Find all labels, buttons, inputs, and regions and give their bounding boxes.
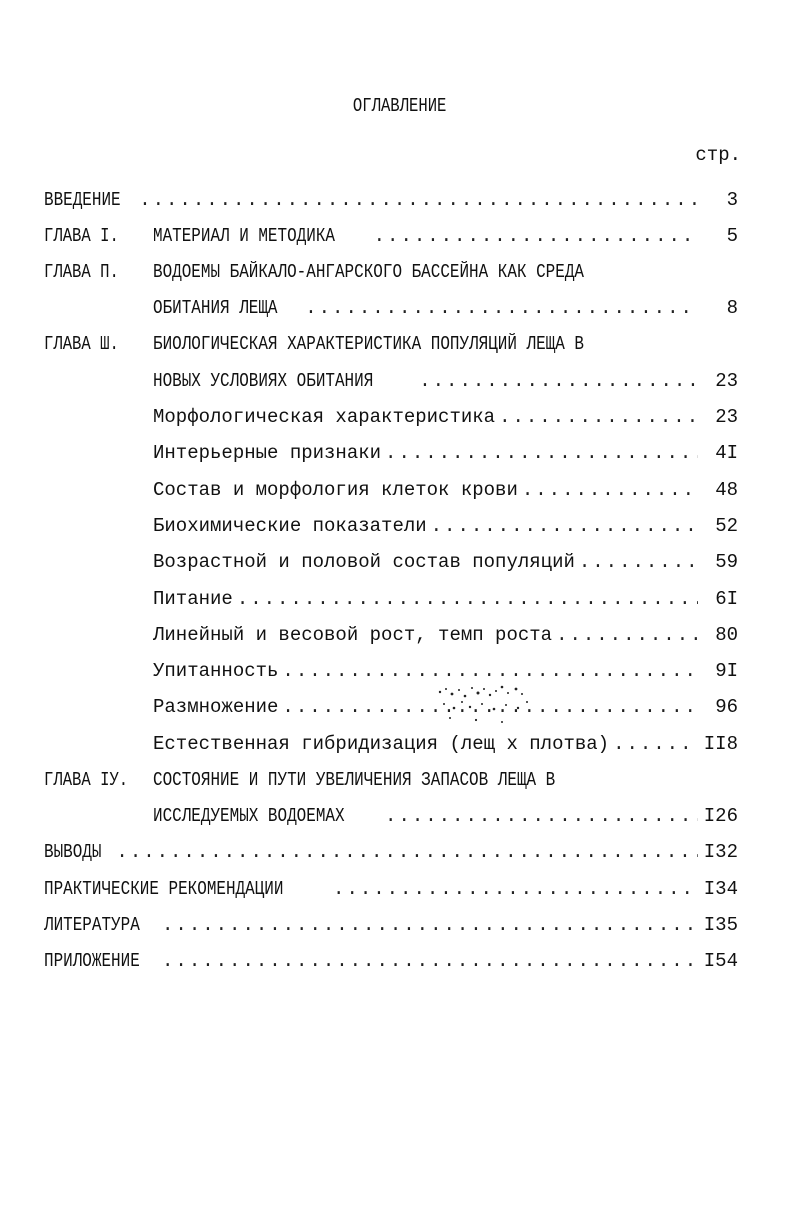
toc-entry-appendix — [44, 948, 738, 974]
toc-page-number: 52 — [715, 515, 738, 537]
toc-entry-chapter-2-cont — [153, 295, 738, 321]
toc-entry-text: ПРИЛОЖЕНИЕ — [44, 950, 140, 972]
toc-page-number: 96 — [715, 696, 738, 718]
toc-page-number: 8 — [726, 297, 738, 319]
toc-entry-text: ОБИТАНИЯ ЛЕЩА — [153, 297, 278, 319]
toc-title: ОГЛАВЛЕНИЕ — [352, 95, 447, 117]
dot-leader — [333, 876, 698, 902]
toc-page-number: 23 — [715, 370, 738, 392]
toc-subentry-morphology — [153, 404, 738, 430]
toc-page-number: 4I — [715, 442, 738, 464]
toc-page-number: I35 — [703, 914, 738, 936]
chapter-prefix: ГЛАВА П. — [44, 261, 119, 283]
toc-entry-text: Возрастной и половой состав популяций — [153, 551, 575, 573]
toc-entry-text: Естественная гибридизация (лещ х плотва) — [153, 733, 610, 755]
dot-leader — [305, 295, 698, 321]
toc-page-number: 48 — [715, 479, 738, 501]
dot-leader — [374, 223, 698, 249]
toc-entry-text: СОСТОЯНИЕ И ПУТИ УВЕЛИЧЕНИЯ ЗАПАСОВ ЛЕЩА В — [153, 769, 556, 791]
toc-entry-text: ВВЕДЕНИЕ — [44, 189, 121, 211]
toc-entry-text: Размножение — [153, 696, 279, 718]
dot-leader — [162, 948, 698, 974]
toc-subentry-biochemistry — [153, 513, 738, 539]
toc-page-number: I32 — [703, 841, 738, 863]
toc-entry-chapter-4-cont — [153, 803, 738, 829]
dot-leader — [116, 839, 698, 865]
toc-entry-introduction — [44, 187, 738, 213]
toc-entry-text: МАТЕРИАЛ И МЕТОДИКА — [153, 225, 335, 247]
dot-leader — [522, 477, 698, 503]
toc-entry-text: Состав и морфология клеток крови — [153, 479, 518, 501]
toc-entry-text: БИОЛОГИЧЕСКАЯ ХАРАКТЕРИСТИКА ПОПУЛЯЦИЙ ЛЕЩА В — [153, 333, 584, 355]
toc-page-number: 6I — [715, 588, 738, 610]
toc-subentry-hybridization — [153, 731, 738, 757]
toc-entry-text: НОВЫХ УСЛОВИЯХ ОБИТАНИЯ — [153, 370, 374, 392]
toc-entry-text: ВЫВОДЫ — [44, 841, 102, 863]
dot-leader — [139, 187, 698, 213]
toc-entry-recommendations — [44, 876, 738, 902]
toc-subentry-interior-traits — [153, 440, 738, 466]
toc-entry-text: ИССЛЕДУЕМЫХ ВОДОЕМАХ — [153, 805, 345, 827]
toc-page-number: 59 — [715, 551, 738, 573]
toc-entry-text: Интерьерные признаки — [153, 442, 382, 464]
toc-subentry-feeding — [153, 586, 738, 612]
toc-entry-chapter-3 — [44, 331, 738, 357]
toc-entry-text: Морфологическая характеристика — [153, 406, 496, 428]
scan-speckle — [432, 680, 532, 728]
toc-entry-conclusions — [44, 839, 738, 865]
dot-leader — [556, 622, 698, 648]
toc-page-number: I26 — [703, 805, 738, 827]
toc-page-number: 3 — [726, 189, 738, 211]
toc-page-number: 5 — [726, 225, 738, 247]
toc-page-number: I34 — [703, 878, 738, 900]
toc-page-number: 23 — [715, 406, 738, 428]
dot-leader — [613, 731, 698, 757]
toc-entry-text: Упитанность — [153, 660, 279, 682]
toc-page-number: 9I — [715, 660, 738, 682]
toc-entry-chapter-2 — [44, 259, 738, 285]
toc-page-number: II8 — [703, 733, 738, 755]
toc-page-number: I54 — [703, 950, 738, 972]
toc-entry-text: ПРАКТИЧЕСКИЕ РЕКОМЕНДАЦИИ — [44, 878, 284, 900]
dot-leader — [419, 368, 698, 394]
chapter-prefix: ГЛАВА Ш. — [44, 333, 119, 355]
toc-entry-text: ЛИТЕРАТУРА — [44, 914, 140, 936]
toc-subentry-blood-cells — [153, 477, 738, 503]
chapter-prefix: ГЛАВА I. — [44, 225, 119, 247]
toc-entry-chapter-1 — [44, 223, 738, 249]
dot-leader — [431, 513, 698, 539]
dot-leader — [162, 912, 698, 938]
dot-leader — [385, 803, 698, 829]
toc-entry-chapter-4 — [44, 767, 738, 793]
toc-subentry-growth — [153, 622, 738, 648]
toc-entry-text: Линейный и весовой рост, темп роста — [153, 624, 553, 646]
chapter-prefix: ГЛАВА IУ. — [44, 769, 129, 791]
page-column-label: стр. — [695, 144, 741, 166]
dot-leader — [385, 440, 698, 466]
toc-entry-text: ВОДОЕМЫ БАЙКАЛО-АНГАРСКОГО БАССЕЙНА КАК СРЕДА — [153, 261, 584, 283]
dot-leader — [579, 549, 698, 575]
dot-leader — [237, 586, 698, 612]
toc-entry-chapter-3-cont — [153, 368, 738, 394]
toc-entry-references — [44, 912, 738, 938]
toc-entry-text: Биохимические показатели — [153, 515, 427, 537]
dot-leader — [499, 404, 698, 430]
toc-page-number: 80 — [715, 624, 738, 646]
toc-entry-text: Питание — [153, 588, 233, 610]
toc-subentry-age-sex — [153, 549, 738, 575]
